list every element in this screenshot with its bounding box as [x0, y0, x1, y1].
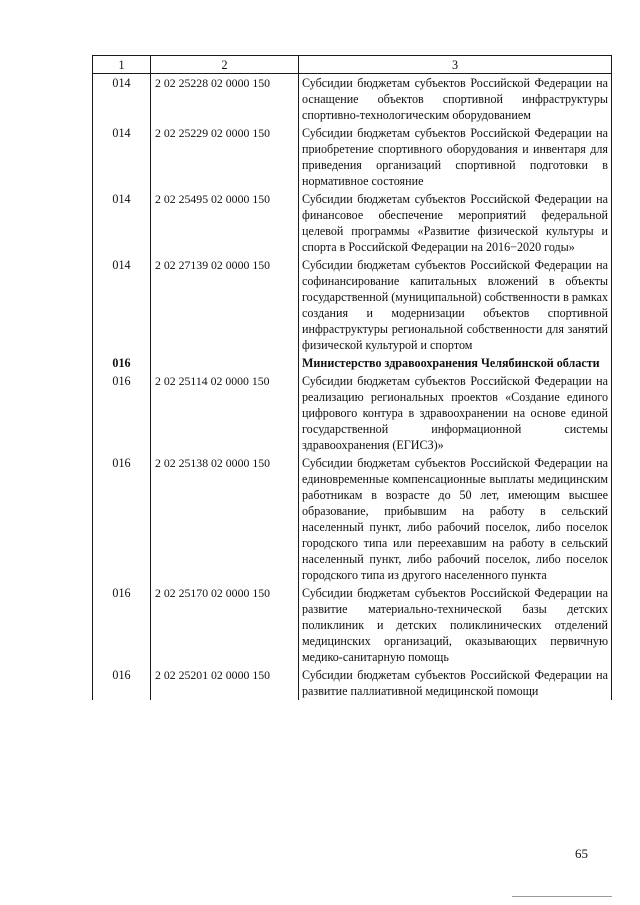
table-row [93, 124, 612, 190]
revenue-description: Субсидии бюджетам субъектов Российской Федерации на финансовое обеспечение мероприятий федеральной целевой программы «Развитие физической культуры и спорта в Российской Федерации на 2016−2020 годы» [299, 190, 612, 256]
revenue-code: 2 02 27139 02 0000 150 [151, 256, 299, 354]
revenue-code [151, 354, 299, 372]
revenue-code: 2 02 25229 02 0000 150 [151, 124, 299, 190]
table-row [93, 666, 612, 700]
revenue-description: Субсидии бюджетам субъектов Российской Федерации на единовременные компенсационные выплаты медицинским работникам в возрасте до 50 лет, имеющим высшее образование, прибывшим на работу в сельский населенный пункт, либо рабочий поселок, либо поселок городского типа или переехавшим на работу в сельский населенный пункт, либо рабочий поселок, либо поселок городского типа из другого населенного пункта [299, 454, 612, 584]
table-row [93, 256, 612, 354]
revenue-description: Субсидии бюджетам субъектов Российской Федерации на реализацию региональных проектов «Создание единого цифрового контура в здравоохранении на основе единой государственной информационной системы здравоохранения (ЕГИСЗ)» [299, 372, 612, 454]
revenue-description: Субсидии бюджетам субъектов Российской Федерации на развитие паллиативной медицинской помощи [299, 666, 612, 700]
ministry-name: Министерство здравоохранения Челябинской области [299, 354, 612, 372]
administrator-code: 014 [93, 256, 151, 354]
revenue-code: 2 02 25170 02 0000 150 [151, 584, 299, 666]
page-number: 65 [575, 846, 588, 861]
administrator-code: 014 [93, 124, 151, 190]
table-row [93, 74, 612, 125]
administrator-code: 016 [93, 372, 151, 454]
revenue-code: 2 02 25138 02 0000 150 [151, 454, 299, 584]
divider [512, 896, 612, 897]
table-row [93, 454, 612, 584]
administrator-code: 014 [93, 190, 151, 256]
administrator-code: 016 [93, 354, 151, 372]
revenue-code: 2 02 25114 02 0000 150 [151, 372, 299, 454]
administrator-code: 014 [93, 74, 151, 125]
table-row [93, 190, 612, 256]
column-header-3: 3 [299, 56, 612, 74]
administrator-code: 016 [93, 454, 151, 584]
revenue-code: 2 02 25228 02 0000 150 [151, 74, 299, 125]
revenue-code: 2 02 25201 02 0000 150 [151, 666, 299, 700]
table-row [93, 372, 612, 454]
column-header-2: 2 [151, 56, 299, 74]
revenue-description: Субсидии бюджетам субъектов Российской Федерации на софинансирование капитальных вложений в объекты государственной (муниципальной) собственности в рамках создания и модернизации объектов спортивной инфраструктуры региональной собственности для занятий физической культурой и спортом [299, 256, 612, 354]
revenue-code: 2 02 25495 02 0000 150 [151, 190, 299, 256]
revenue-description: Субсидии бюджетам субъектов Российской Федерации на развитие материально-технической базы детских поликлиник и детских поликлинических отделений медицинских организаций, оказывающих первичную медико-санитарную помощь [299, 584, 612, 666]
ministry-heading-row [93, 354, 612, 372]
budget-classification-table [92, 55, 612, 700]
table-header-row [93, 56, 612, 74]
revenue-description: Субсидии бюджетам субъектов Российской Федерации на оснащение объектов спортивной инфраструктуры спортивно-технологическим оборудованием [299, 74, 612, 125]
administrator-code: 016 [93, 666, 151, 700]
administrator-code: 016 [93, 584, 151, 666]
column-header-1: 1 [93, 56, 151, 74]
revenue-description: Субсидии бюджетам субъектов Российской Федерации на приобретение спортивного оборудования и инвентаря для приведения организаций спортивной подготовки в нормативное состояние [299, 124, 612, 190]
table-row [93, 584, 612, 666]
